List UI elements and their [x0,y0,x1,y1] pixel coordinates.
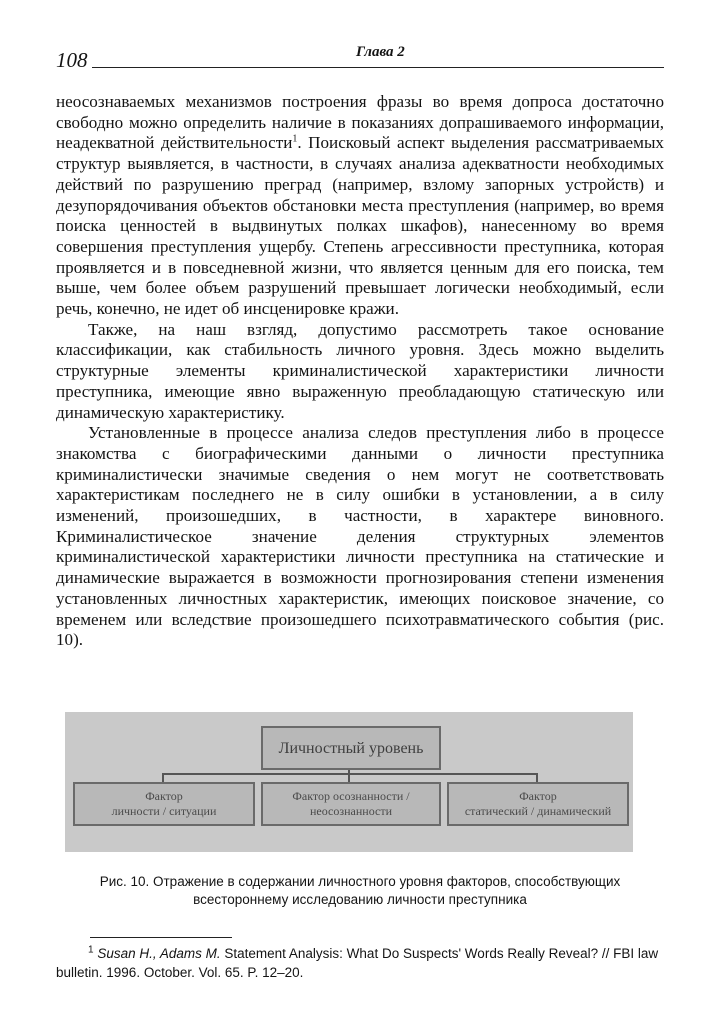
page-header [56,42,664,82]
footnote-authors: Susan H., Adams M. [97,946,221,961]
page-number: 108 [56,48,88,72]
diagram-root-node: Личностный уровень [261,726,441,770]
body-text [56,92,664,651]
connector-horizontal [162,773,538,775]
chapter-title: Глава 2 [356,44,405,60]
figure-caption: Рис. 10. Отражение в содержании личностного уровня факторов, способствующих всестороннему исследованию личности преступника [99,874,621,907]
paragraph-2: Также, на наш взгляд, допустимо рассмотреть такое основание классификации, как стабильность личного уровня. Здесь можно выделить структурные элементы криминалистической характеристики личности преступника, имеющие явно выраженную преобладающую статическую или динамическую характеристику. [56,319,664,422]
figure-diagram [65,712,633,852]
footnote-ref[interactable]: 1 [292,133,298,145]
diagram-node-awareness: Фактор осознанности / неосознанности [261,782,441,826]
paragraph-1: неосознаваемых механизмов построения фразы во время допроса достаточно свободно можно определить наличие в показаниях допрашиваемого информации, неадекватной действительности$^1$. Поисковый аспект выделения рассматриваемых структур выявляется, в частности, в случаях анализа адекватности необходимых действий по разрушению преград (например, взлому запорных устройств) и дезупорядочивания объектов обстановки места преступления (например, во время поиска ценностей в выдвинутых полках шкафов), нанесенному во время совершения преступления ущербу. Степень агрессивности преступника, которая проявляется и в повседневной жизни, что является ценным для его поиска, тем выше, чем более объем разрушений превышает логически необходимый, если речь, конечно, не идет об инсценировке кражи. [56,92,664,319]
paragraph-3: Установленные в процессе анализа следов преступления либо в процессе знакомства с биографическими данными о личности преступника криминалистически значимые сведения о нем могут не соответствовать характеристикам последнего не в силу ошибки в установлении, а в силу изменений, произошедших, в частности, в характере виновного. Криминалистическое значение деления структурных элементов криминалистической характеристики личности преступника на статические и динамические выражается в возможности прогнозирования степени изменения установленных личностных характеристик, имеющих поисковое значение, со временем или вследствие произошедшего психотравматического события (рис. 10). [56,423,664,650]
footnote: $^1$ Susan H., Adams M. Statement Analysis: What Do Suspects' Words Really Reveal? // FBI law bulletin. 1996. October. Vol. 65. P. 12–20. [56,944,659,980]
footnote-text: Statement Analysis: What Do Suspects' Words Really Reveal? // FBI law bulletin. 1996. October. Vol. 65. P. 12–20. [56,946,659,980]
diagram-node-static-dynamic: Фактор статический / динамический [447,782,629,826]
header-rule [92,67,664,68]
footnote-rule [90,937,232,938]
diagram-node-personality: Фактор личности / ситуации [73,782,255,826]
